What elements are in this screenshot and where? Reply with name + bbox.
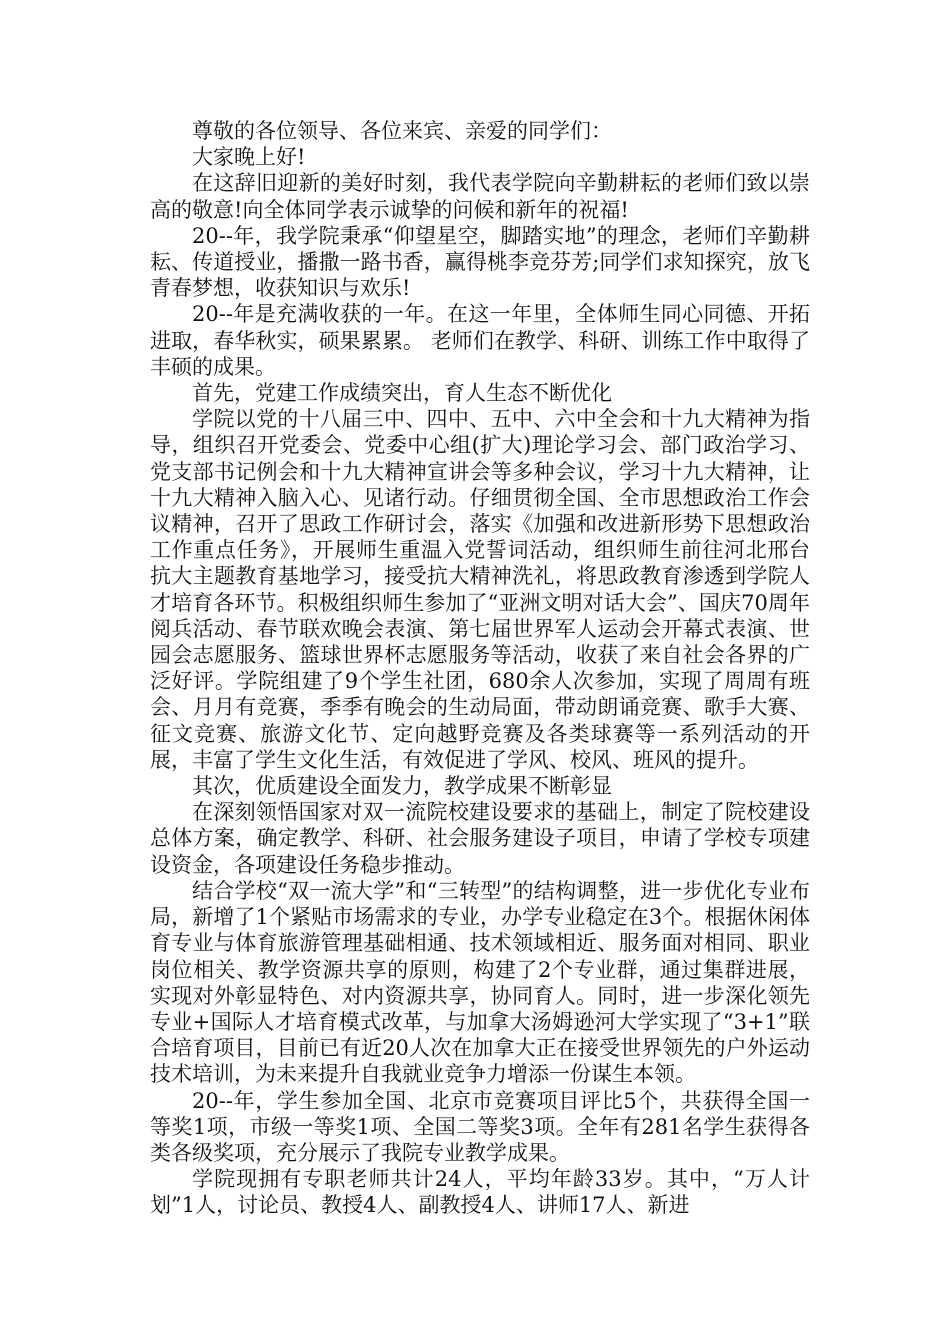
section-heading-quality-construction: 其次，优质建设全面发力，教学成果不断彰显 xyxy=(192,774,612,799)
paragraph-party-building: 学院以党的十八届三中、四中、五中、六中全会和十九大精神为指导，组织召开党委会、党委中心组(扩大)理论学习会、部门政治学习、党支部书记例会和十九大精神宣讲会等多种会议，学习十九大精神，让十九大精神入脑入心、见诸行动。仔细贯彻全国、全市思想政治工作会议精神，召开了思政工作研讨会，落实《加强和改进新形势下思想政治工作重点任务》，开展师生重温入党誓词活动，组织师生前往河北邢台抗大主题教育基地学习，接受抗大精神洗礼，将思政教育渗透到学院人才培育各环节。积极组织师生参加了“亚洲文明对话大会”、国庆70周年阅兵活动、春节联欢晚会表演、第七届世界军人运动会开幕式表演、世园会志愿服务、篮球世界杯志愿服务等活动，收获了来自社会各界的广泛好评。学院组建了9个学生社团，680余人次参加，实现了周周有班会、月月有竞赛，季季有晚会的生动局面，带动朗诵竞赛、歌手大赛、征文竞赛、旅游文化节、定向越野竞赛及各类球赛等一系列活动的开展，丰富了学生文化生活，有效促进了学风、校风、班风的提升。 xyxy=(150,407,810,772)
paragraph-competition-awards: 20--年，学生参加全国、北京市竞赛项目评比5个，共获得全国一等奖1项，市级一等奖1项、全国二等奖3项。全年有281名学生获得各类各级奖项，充分展示了我院专业教学成果。 xyxy=(150,1088,810,1165)
section-heading-party-building: 首先，党建工作成绩突出，育人生态不断优化 xyxy=(192,381,612,406)
paragraph-faculty: 学院现拥有专职老师共计24人，平均年龄33岁。其中，“万人计划”1人，讨论员、教授4人、副教授4人、讲师17人、新进 xyxy=(150,1167,810,1218)
salutation: 尊敬的各位领导、各位来宾、亲爱的同学们： xyxy=(192,119,612,143)
document-body xyxy=(150,118,810,1219)
paragraph-philosophy: 20--年，我学院秉承“仰望星空，脚踏实地”的理念，老师们辛勤耕耘、传道授业，播撒一路书香，赢得桃李竞芬芳;同学们求知探究，放飞青春梦想，收获知识与欢乐! xyxy=(150,223,810,301)
paragraph-program-layout: 结合学校“双一流大学”和“三转型”的结构调整，进一步优化专业布局，新增了1个紧贴市场需求的专业，办学专业稳定在3个。根据休闲体育专业与体育旅游管理基础相通、技术领域相近、服务面对相同、职业岗位相关、教学资源共享的原则，构建了2个专业群，通过集群进展，实现对外彰显特色、对内资源共享，协同育人。同时，进一步深化领先专业+国际人才培育模式改革，与加拿大汤姆逊河大学实现了“3+1”联合培育项目，目前已有近20人次在加拿大正在接受世界领先的户外运动技术培训，为未来提升自我就业竞争力增添一份谋生本领。 xyxy=(150,878,810,1087)
paragraph-harvest-year: 20--年是充满收获的一年。在这一年里，全体师生同心同德、开拓进取，春华秋实，硕果累累。 老师们在教学、科研、训练工作中取得了丰硕的成果。 xyxy=(150,302,810,379)
paragraph-construction-plan: 在深刻领悟国家对双一流院校建设要求的基础上，制定了院校建设总体方案，确定教学、科研、社会服务建设子项目，申请了学校专项建设资金，各项建设任务稳步推动。 xyxy=(150,800,810,877)
greeting: 大家晚上好! xyxy=(192,145,306,170)
paragraph-opening: 在这辞旧迎新的美好时刻，我代表学院向辛勤耕耘的老师们致以崇高的敬意!向全体同学表示诚挚的问候和新年的祝福! xyxy=(150,171,810,222)
